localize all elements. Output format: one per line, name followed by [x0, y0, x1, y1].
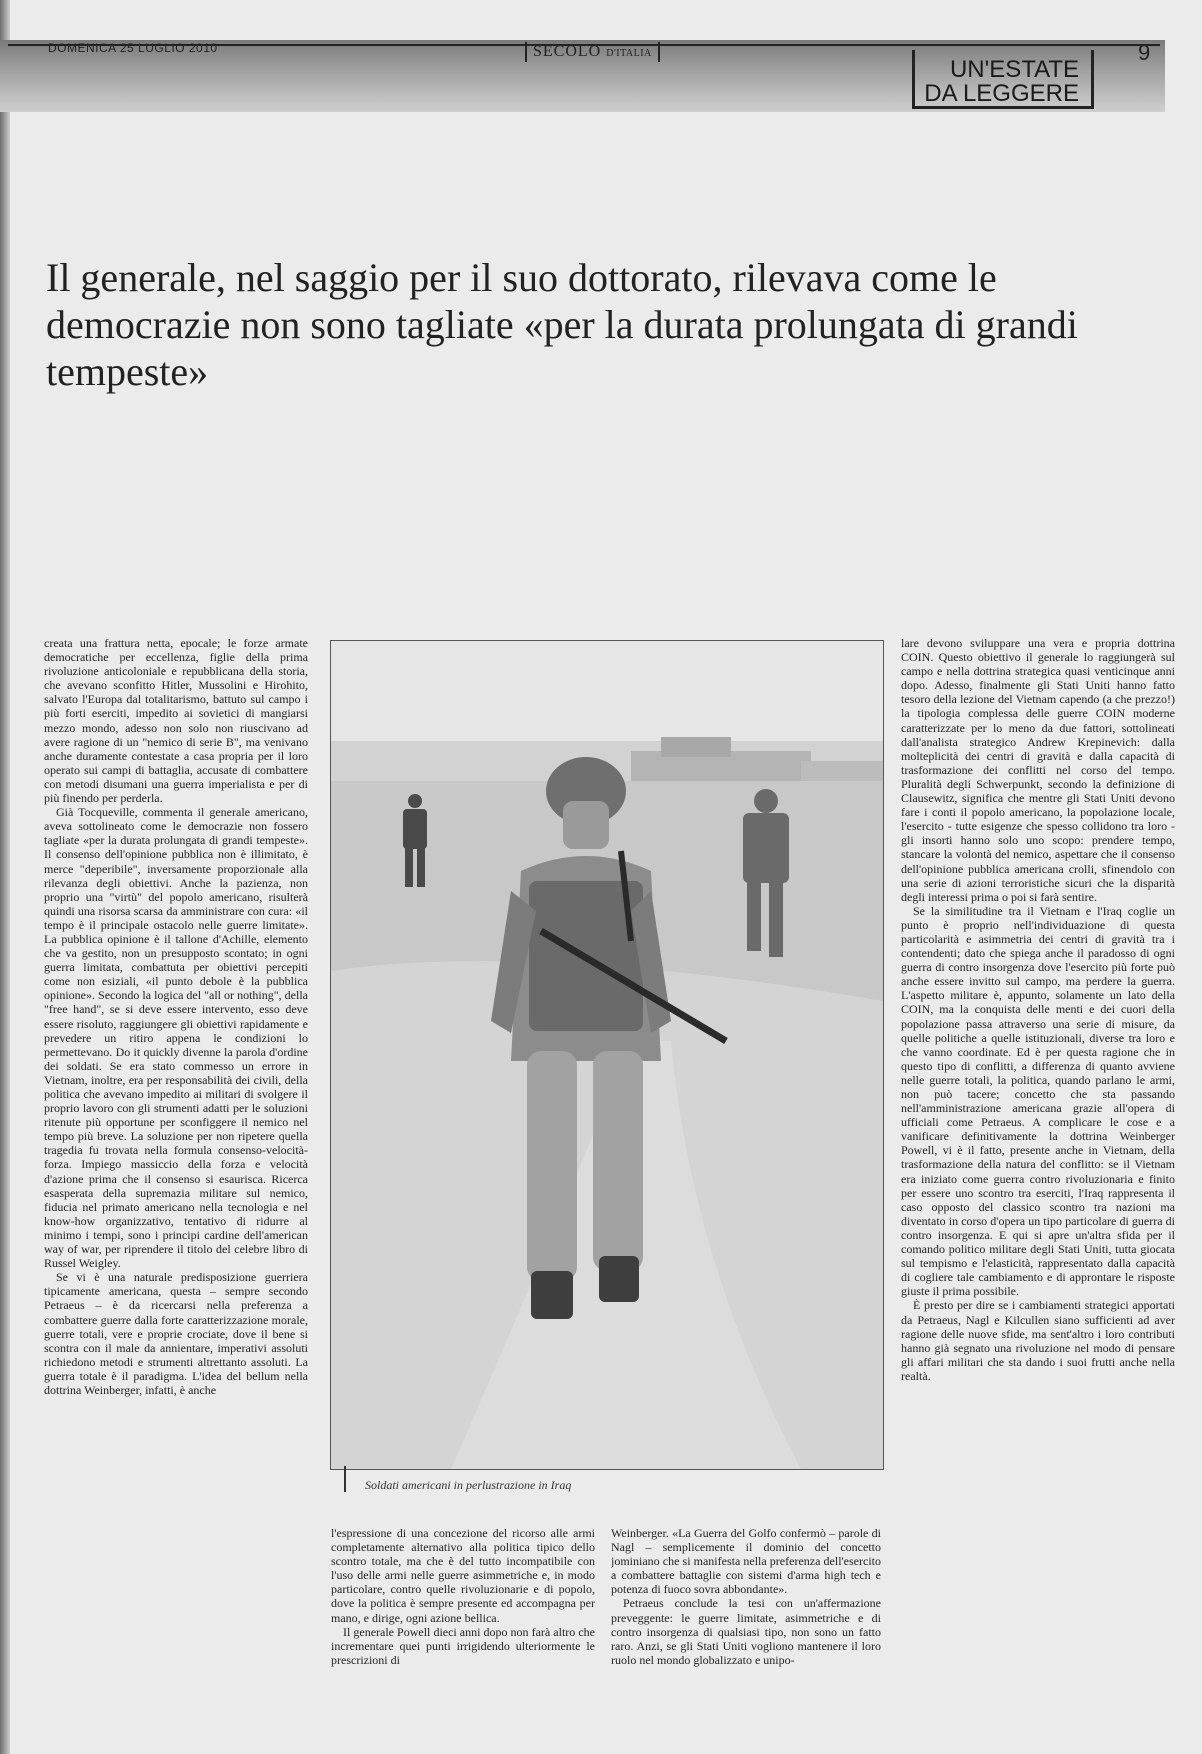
paragraph: creata una frattura netta, epocale; le forze armate democratiche per eccellenza, figlie della prima rivoluzione anticoloniale e repubblicana della storia, che avevano sconfitto Hitler, Mussolini e Hirohito, salvato l'Europa dal totalitarismo, battuto sul campo i più forti eserciti, impedito ai sovietici di mangiarsi mezzo mondo, adesso non solo non riuscivano ad avere ragione di un "nemico di serie B", ma venivano anche duramente contestate a casa propria per il loro operato sui campi di battaglia, accusate di combattere con metodi disumani una guerra imperialista e per di più finendo per perderla.: [44, 636, 308, 806]
section-label-line2: DA LEGGERE: [924, 80, 1079, 107]
masthead-subtitle: D'ITALIA: [606, 48, 652, 59]
text-column-3: [611, 1526, 881, 1726]
page-fold-shadow: [0, 0, 10, 1754]
paragraph: Il generale Powell dieci anni dopo non farà altro che incrementare quei punti irrigidendo ulteriormente le prescrizioni di: [331, 1624, 595, 1667]
text-column-1: [44, 636, 308, 1726]
issue-date: DOMENICA 25 LUGLIO 2010: [48, 41, 218, 55]
article-headline: Il generale, nel saggio per il suo dottorato, rilevava come le democrazie non sono tagliate «per la durata prolungata di grandi tempeste»: [46, 255, 1078, 394]
paragraph: lare devono sviluppare una vera e propria dottrina COIN. Questo obiettivo il generale lo raggiungerà sul campo e nella dottrina strategica quasi venticinque anni dopo. Adesso, finalmente gli Stati Uniti hanno fatto tesoro della lezione del Vietnam capendo (a che prezzo!) la tipologia complessa delle guerre COIN moderne caratterizzate per lo meno da due fattori, sottolineati dall'analista strategico Andrew Krepinevich: dalla molteplicità dei centri di gravità e dalla capacità di trasformazione dei conflitti nel corso del tempo. Pluralità degli Schwerpunkt, secondo la definizione di Clausewitz, significa che mentre gli Stati Uniti devono fare i conti il popolo americano, la popolazione locale, l'esercito - tutte esigenze che spesso collidono tra loro - gli insorti hanno solo uno scopo: prendere tempo, stancare la volontà del nemico, aspettare che il consenso dell'opinione pubblica americana crolli, sfinendolo con una serie di azioni terroristiche sicuri che la disparità degli interessi prima o poi si farà sentire.: [901, 636, 1175, 904]
paragraph: Già Tocqueville, commenta il generale americano, aveva sottolineato come le democrazie non fossero tagliate «per la durata prolungata di grandi tempeste». Il consenso dell'opinione pubblica non è illimitato, è merce "deperibile", inversamente proporzionale alla rilevanza degli obiettivi. Anche la pazienza, non proprio una "virtù" del popolo americano, risulterà quindi una risorsa scarsa da amministrare con cura: «il tempo è il principale ostacolo nelle guerre limitate». La pubblica opinione è il tallone d'Achille, elemento che va gestito, non un presupposto scontato; in ogni guerra limitata, combattuta per obiettivi percepiti come non esiziali, «il punto debole è la pubblica opinione». Secondo la logica del "all or nothing", della "free hand", se si deve essere intervento, esso deve essere risoluto, raggiungere gli obiettivi rapidamente e prevedere un ritiro appena le condizioni lo permettevano. Do it quickly divenne la parola d'ordine dei soldati. Se era stato commesso un errore in Vietnam, inoltre, era per responsabilità dei civili, della politica che avevano impedito ai militari di svolgere il proprio lavoro con gli strumenti adatti per le soluzioni ritenute più opportune per sconfiggere il nemico nel tempo più breve. La soluzione per non ripetere quella tragedia fu trovata nella formula consenso-velocità-forza. Impiego massiccio della forza e velocità d'azione prima che il consenso si esaurisca. Ricerca esasperata della supremazia militare sul nemico, fiducia nel primato americano nella tecnologia e nel know-how organizzativo, tentativo di ridurre al minimo i tempi, sono i principi cardine dell'american way of war, per riprendere il titolo del celebre libro di Russel Weigley.: [44, 805, 308, 1271]
paragraph: Petraeus conclude la tesi con un'affermazione preveggente: le guerre limitate, asimmetriche e di contro insorgenza di qualsiasi tipo, non sono un fatto raro. Anzi, se gli Stati Uniti vogliono mantenere il loro ruolo nel mondo globalizzato e unipo-: [611, 1596, 881, 1667]
section-label-box: [912, 50, 1094, 109]
soldiers-photo-illustration: [331, 641, 883, 1469]
paragraph: Se vi è una naturale predisposizione guerriera tipicamente americana, questa – sempre secondo Petraeus – è da ricercarsi nella preferenza a combattere guerre dalla forte caratterizzazione morale, guerre totali, vere e proprie crociate, dove il bene si scontra con il male da annientare, imperativi assoluti richiedono metodi e strumenti altrettanto assoluti. La guerra totale è il paradigma. L'idea del bellum nella dottrina Weinberger, infatti, è anche: [44, 1270, 308, 1397]
masthead-title: SECOLO: [533, 43, 602, 60]
masthead: [525, 42, 660, 62]
paragraph: l'espressione di una concezione del ricorso alle armi completamente alternativo alla politica tipico dello scontro totale, ma che è del tutto incompatibile con l'uso delle armi nelle guerre asimmetriche e, in modo particolare, contro quelle rivoluzionarie e di popolo, dove la politica è sempre presente ed accompagna per mano, e dirige, ogni azione bellica.: [331, 1526, 595, 1625]
paragraph: Weinberger. «La Guerra del Golfo confermò – parole di Nagl – semplicemente il dominio del concetto jominiano che si manifesta nella preferenza dell'esercito a combattere battaglie con sistemi d'arma high tech e potenza di fuoco sovra abbondante».: [611, 1526, 881, 1597]
section-label-line1: UN'ESTATE: [949, 56, 1079, 83]
paragraph: È presto per dire se i cambiamenti strategici apportati da Petraeus, Nagl e Kilcullen siano sufficienti ad aver ragione delle nuove sfide, ma sent'altro i loro contributi hanno già segnato una rivoluzione nel modo di pensare gli affari militari che sta dando i suoi frutti anche nella realtà.: [901, 1298, 1175, 1383]
page-number: 9: [1138, 40, 1151, 65]
caption-rule: [344, 1466, 346, 1492]
text-column-4: [901, 636, 1175, 1726]
article-photo: [330, 640, 884, 1470]
paragraph: Se la similitudine tra il Vietnam e l'Iraq coglie un punto è proprio nell'individuazione di questa particolarità e asimmetria dei centri di gravità tra i contendenti; dato che spiega anche il paradosso di ogni guerra di contro insorgenza dove l'esercito più forte può anche essere invitto sul campo, ma perdere la guerra. L'aspetto militare è, appunto, solamente un lato della COIN, ma la conquista delle menti e dei cuori della popolazione passa attraverso una serie di misure, da quelle politiche a quelle istituzionali, diverse tra loro e che vanno coordinate. Ed è per questa ragione che in questo tipo di conflitti, a differenza di quanto avviene nelle guerre totali, la politica, quando parlano le armi, non può tacere; concetto che sta passando nell'amministrazione americana grazie all'opera di ufficiali come Petraeus. A complicare le cose e a vanificare definitivamente la dottrina Weinberger Powell, vi è il fatto, presente anche in Vietnam, della trasformazione della natura del conflitto: se il Vietnam era iniziato come guerra contro rivoluzionaria e finito per essere uno scontro tra eserciti, l'Iraq rappresenta il caso opposto del classico scontro tra nazioni ma diventato in corso d'opera un tipo particolare di guerra di contro insorgenza. E qui si apre un'altra sfida per il comando politico militare degli Stati Uniti, tutta giocata sul tempismo e l'elasticità, rappresentato dalla capacità di cogliere tale cambiamento e di approntare le risposte giuste il prima possibile.: [901, 903, 1175, 1299]
photo-caption: Soldati americani in perlustrazione in Iraq: [365, 1478, 572, 1492]
text-column-2: [331, 1526, 595, 1726]
